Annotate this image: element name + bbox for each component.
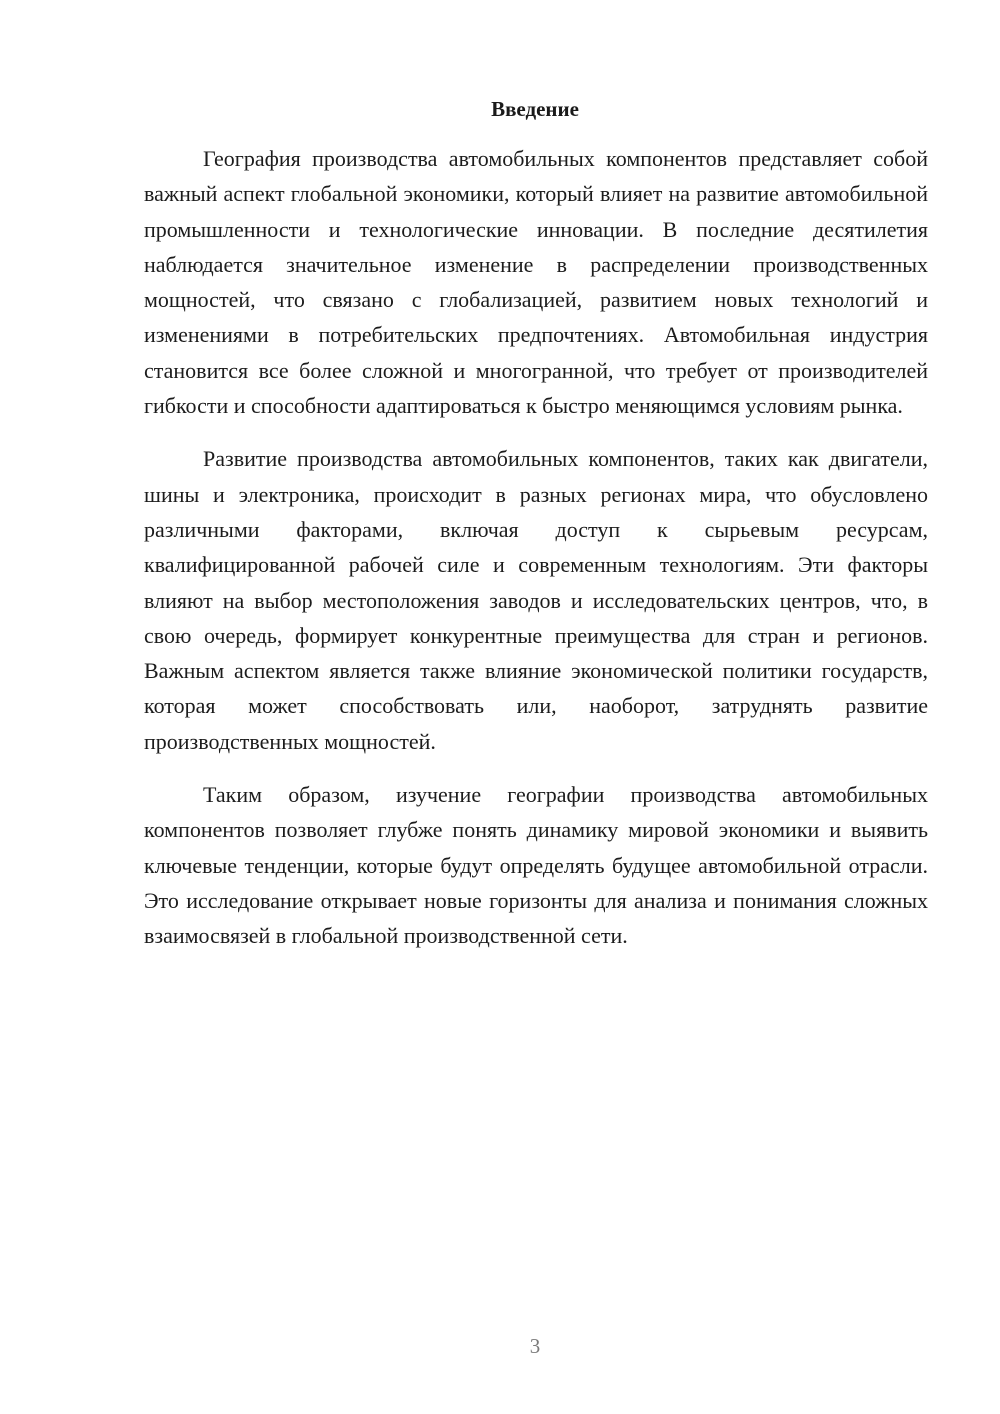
paragraph-3: Таким образом, изучение географии производства автомобильных компонентов позволяет глубже понять динамику мировой экономики и выявить ключевые тенденции, которые будут определять будущее автомобильной отрасли. Это исследование открывает новые горизонты для анализа и понимания сложных взаимосвязей в глобальной производственной сети. — [144, 782, 928, 949]
paragraph-1: География производства автомобильных компонентов представляет собой важный аспект глобальной экономики, который влияет на развитие автомобильной промышленности и технологические инновации. В последние десятилетия наблюдается значительное изменение в распределении производственных мощностей, что связано с глобализацией, развитием новых технологий и изменениями в потребительских предпочтениях. Автомобильная индустрия становится все более сложной и многогранной, что требует от производителей гибкости и способности адаптироваться к быстро меняющимся условиям рынка. — [144, 146, 928, 419]
paragraph-2: Развитие производства автомобильных компонентов, таких как двигатели, шины и электроника, происходит в разных регионах мира, что обусловлено различными факторами, включая доступ к сырьевым ресурсам, квалифицированной рабочей силе и современным технологиям. Эти факторы влияют на выбор местоположения заводов и исследовательских центров, что, в свою очередь, формирует конкурентные преимущества для стран и регионов. Важным аспектом является также влияние экономической политики государств, которая может способствовать или, наоборот, затруднять развитие производственных мощностей. — [144, 446, 928, 754]
page-number: 3 — [529, 1334, 541, 1358]
body-text — [144, 141, 928, 954]
page-title: Введение — [491, 97, 579, 121]
